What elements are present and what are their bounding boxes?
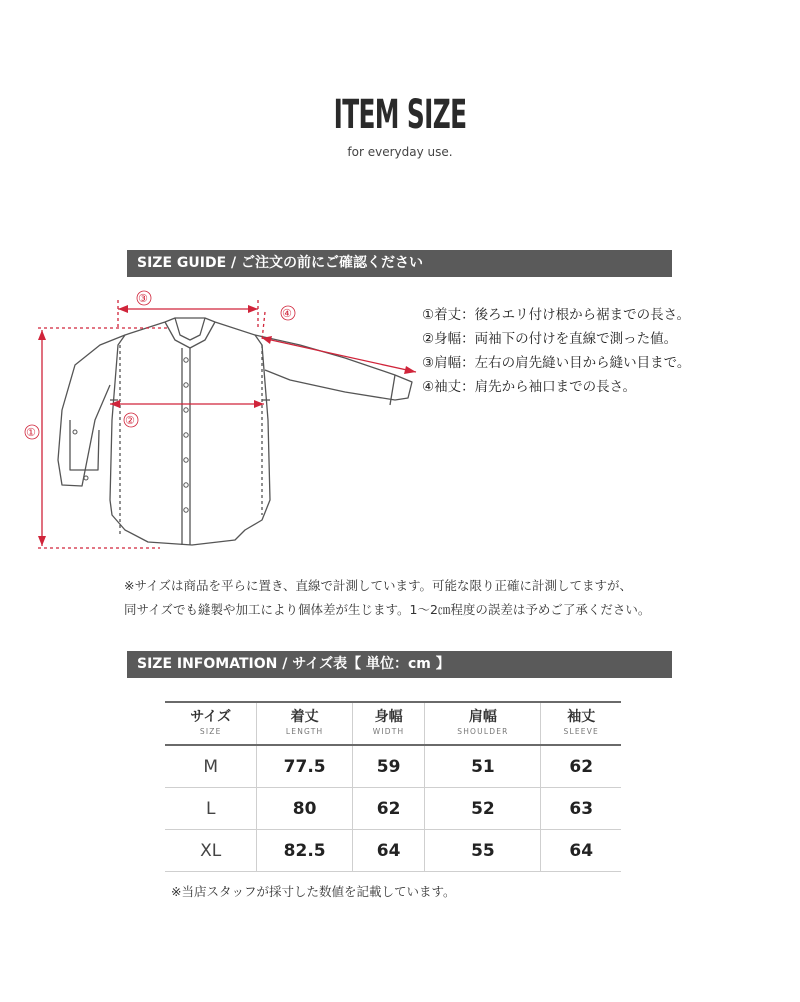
size-guide-header: SIZE GUIDE / ご注文の前にご確認ください	[127, 250, 672, 277]
measurement-legend	[422, 303, 690, 399]
cell-length: 80	[257, 788, 352, 830]
size-table	[165, 701, 621, 872]
size-info-header: SIZE INFOMATION / サイズ表【 単位：cm 】	[127, 651, 672, 678]
cell-width: 59	[352, 745, 424, 788]
marker-2: ②	[125, 414, 135, 427]
measurement-arrowheads	[38, 305, 416, 546]
table-row	[165, 830, 621, 872]
cell-length: 82.5	[257, 830, 352, 872]
marker-3: ③	[138, 292, 148, 305]
note-line: ※サイズは商品を平らに置き、直線で計測しています。可能な限り正確に計測してますが、	[124, 578, 632, 593]
cell-length: 77.5	[257, 745, 352, 788]
shirt-measurement-diagram	[0, 285, 430, 555]
cell-shoulder: 55	[425, 830, 541, 872]
column-header-length: 着丈 LENGTH	[257, 702, 352, 745]
legend-item-width: ②身幅：両袖下の付けを直線で測った値。	[422, 331, 678, 347]
column-header-width: 身幅 WIDTH	[352, 702, 424, 745]
page-title: ITEM SIZE	[333, 92, 467, 138]
legend-item-sleeve: ④袖丈：肩先から袖口までの長さ。	[422, 379, 637, 395]
cell-width: 64	[352, 830, 424, 872]
table-row	[165, 745, 621, 788]
cell-size: XL	[200, 840, 222, 861]
cell-sleeve: 63	[541, 788, 621, 830]
cell-width: 62	[352, 788, 424, 830]
column-header-size: サイズ SIZE	[190, 709, 232, 736]
measurement-note	[124, 574, 650, 622]
cell-sleeve: 62	[541, 745, 621, 788]
note-line: 同サイズでも縫製や加工により個体差が生じます。1～2㎝程度の誤差は予めご了承ください。	[124, 602, 651, 617]
table-header-row	[165, 702, 621, 745]
marker-4: ④	[282, 307, 292, 320]
cell-sleeve: 64	[541, 830, 621, 872]
staff-measure-note: ※当店スタッフが採寸した数値を記載しています。	[171, 884, 456, 899]
cell-shoulder: 51	[425, 745, 541, 788]
cell-shoulder: 52	[425, 788, 541, 830]
cell-size: M	[203, 756, 219, 777]
column-header-shoulder: 肩幅 SHOULDER	[425, 702, 541, 745]
table-row	[165, 788, 621, 830]
page-subtitle: for everyday use.	[347, 145, 453, 159]
legend-item-length: ①着丈：後ろエリ付け根から裾までの長さ。	[422, 307, 691, 323]
shirt-buttons	[73, 358, 188, 512]
legend-item-shoulder: ③肩幅：左右の肩先縫い目から縫い目まで。	[422, 355, 691, 371]
marker-1: ①	[26, 426, 36, 439]
column-header-sleeve: 袖丈 SLEEVE	[541, 702, 621, 745]
cell-size: L	[205, 798, 216, 819]
shirt-outline	[58, 318, 412, 545]
